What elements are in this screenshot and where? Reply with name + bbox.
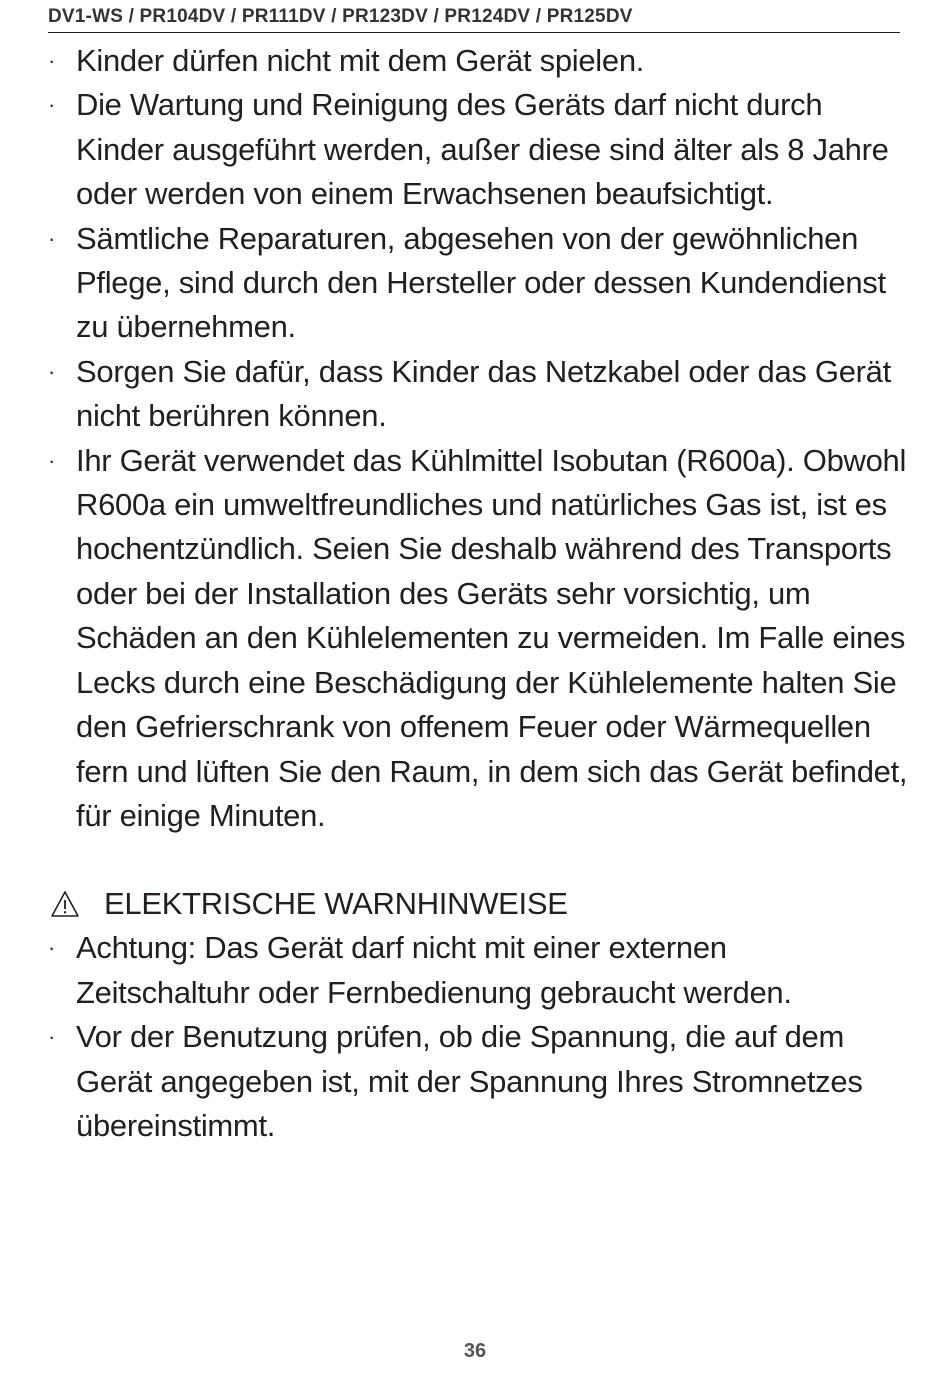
list-item-text: Kinder dürfen nicht mit dem Gerät spielen. xyxy=(76,43,645,78)
list-item-text: Achtung: Das Gerät darf nicht mit einer externen Zeitschaltuhr oder Fernbedienung gebraucht werden. xyxy=(76,930,792,1010)
list-item xyxy=(48,39,908,83)
list-item xyxy=(48,439,908,839)
bullet-marker: · xyxy=(48,48,56,73)
model-list: DV1-WS / PR104DV / PR111DV / PR123DV / PR124DV / PR125DV xyxy=(48,6,633,27)
list-item xyxy=(48,350,908,439)
bullet-marker: · xyxy=(48,92,56,118)
page-number: 36 xyxy=(463,1340,487,1362)
bullet-marker: · xyxy=(48,1024,56,1050)
list-item xyxy=(48,1015,908,1148)
section-heading-electrical xyxy=(48,882,908,926)
list-item-text: Die Wartung und Reinigung des Geräts darf nicht durch Kinder ausgeführt werden, außer diese sind älter als 8 Jahre oder werden von einem Erwachsenen beaufsichtigt. xyxy=(76,87,889,212)
bullet-marker: · xyxy=(48,935,56,961)
page-header xyxy=(48,6,900,33)
bullet-marker: · xyxy=(48,225,56,251)
bullet-marker: · xyxy=(48,358,56,384)
list-item-text: Sorgen Sie dafür, dass Kinder das Netzkabel oder das Gerät nicht berühren können. xyxy=(76,353,891,434)
page-content xyxy=(48,39,908,1148)
list-item-text: Sämtliche Reparaturen, abgesehen von der gewöhnlichen Pflege, sind durch den Hersteller oder dessen Kundendienst zu übernehmen. xyxy=(76,220,886,345)
list-item xyxy=(48,83,908,216)
warning-triangle-icon xyxy=(50,890,80,918)
section-title: ELEKTRISCHE WARNHINWEISE xyxy=(104,886,568,922)
bullet-marker: · xyxy=(48,447,56,473)
list-item-text: Vor der Benutzung prüfen, ob die Spannung, die auf dem Gerät angegeben ist, mit der Spannung Ihres Stromnetzes übereinstimmt. xyxy=(76,1019,863,1143)
list-item xyxy=(48,217,908,350)
list-item-text: Ihr Gerät verwendet das Kühlmittel Isobutan (R600a). Obwohl R600a ein umweltfreundliches und natürliches Gas ist, ist es hochentzündlich. Seien Sie deshalb während des Transports oder bei der Installation des Geräts sehr vorsichtig, um Schäden an den Kühlelementen zu vermeiden. Im Falle eines Lecks durch eine Beschädigung der Kühlelemente halten Sie den Gefrierschrank von offenem Feuer oder Wärmequellen fern und lüften Sie den Raum, in dem sich das Gerät befindet, für einige Minuten. xyxy=(76,442,908,833)
list-item xyxy=(48,926,908,1015)
